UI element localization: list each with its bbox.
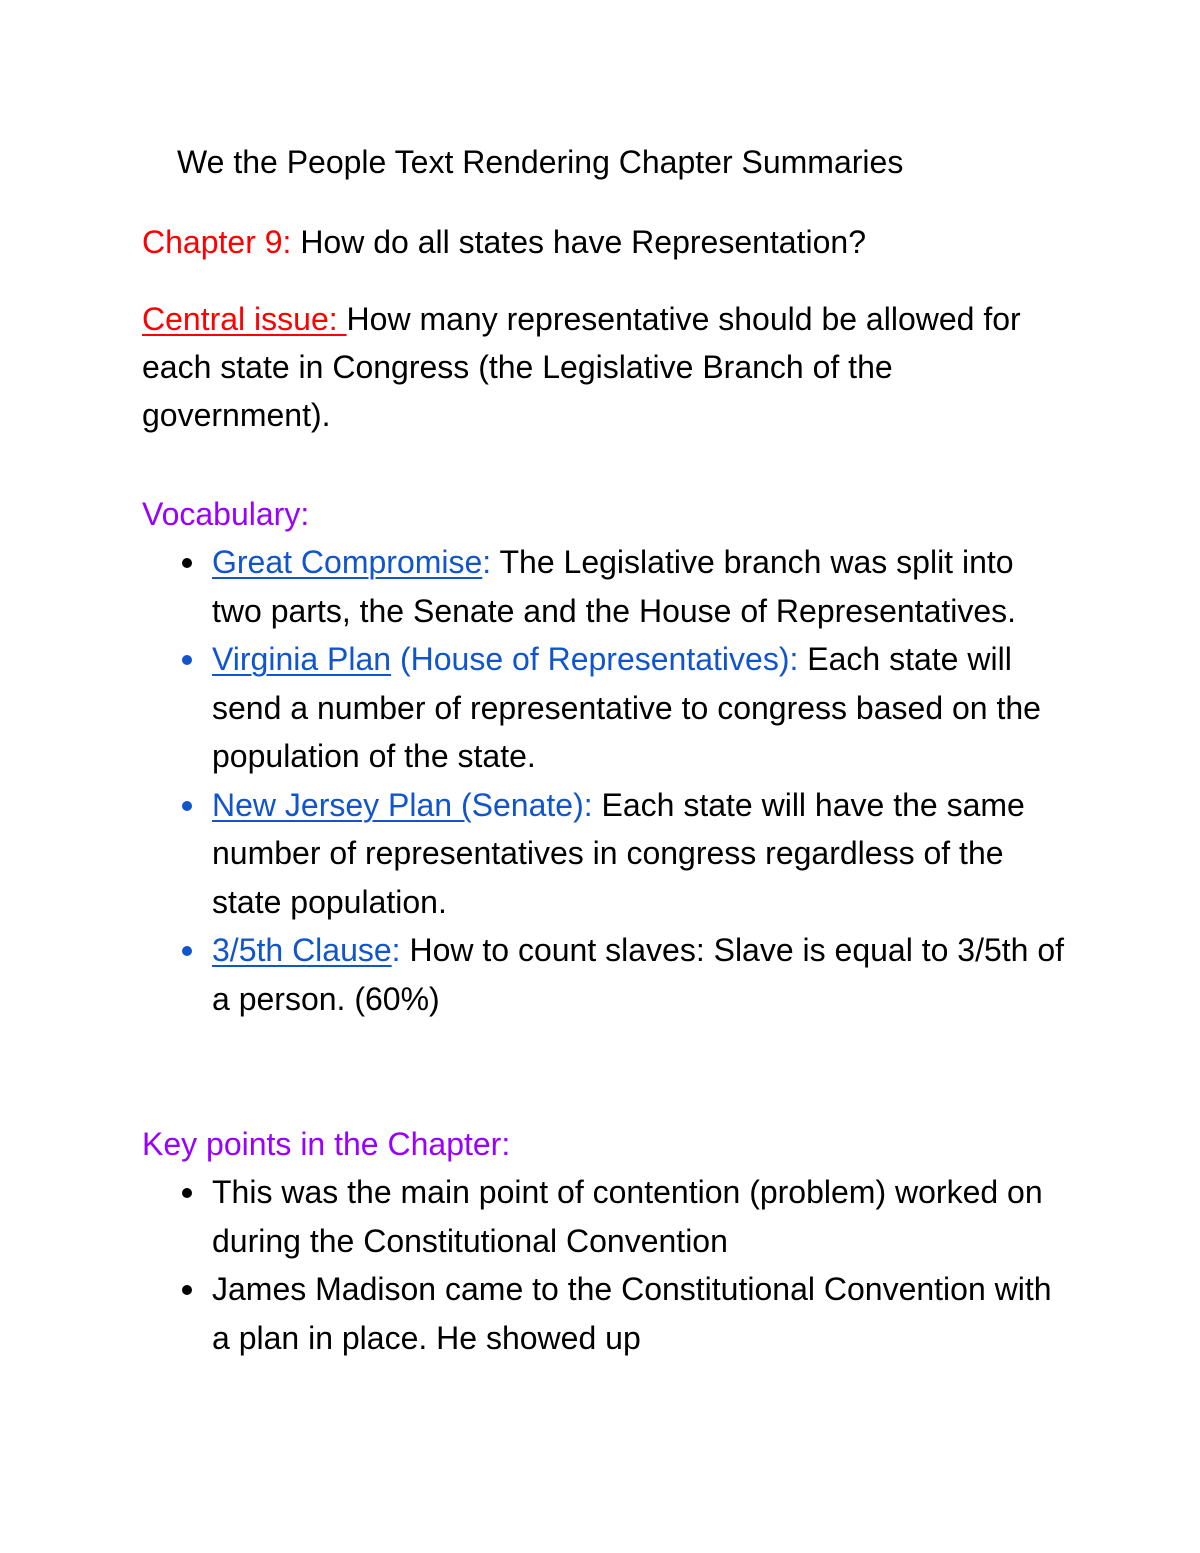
key-point-text: James Madison came to the Constitutional Convention with a plan in place. He showed up [212, 1271, 1052, 1356]
key-point-text: This was the main point of contention (problem) worked on during the Constitutional Convention [212, 1174, 1043, 1259]
vocabulary-item [142, 538, 1072, 635]
vocabulary-heading: Vocabulary: [142, 496, 310, 532]
page-title: We the People Text Rendering Chapter Summaries [177, 144, 904, 180]
vocabulary-definition: The Legislative branch was split into two parts, the Senate and the House of Representatives. [212, 544, 1017, 629]
vocabulary-definition: Each state will have the same number of representatives in congress regardless of the state population. [212, 786, 1025, 920]
vocabulary-term-link[interactable]: Virginia Plan [212, 641, 392, 677]
vocabulary-item [142, 635, 1072, 781]
key-points-heading: Key points in the Chapter: [142, 1126, 511, 1162]
vocabulary-definition: How to count slaves: Slave is equal to 3/5th of a person. (60%) [212, 932, 1065, 1017]
vocabulary-list [142, 538, 1072, 1023]
chapter-line [142, 218, 1072, 266]
chapter-question: How do all states have Representation? [291, 224, 866, 260]
vocabulary-colon: : [789, 641, 799, 677]
central-issue-label: Central issue: [142, 301, 347, 337]
vocabulary-term-link[interactable]: New Jersey Plan ( [212, 786, 472, 823]
vocabulary-item [142, 926, 1072, 1023]
bullet-icon [182, 1285, 192, 1295]
vocabulary-term-link[interactable]: Great Compromise [212, 544, 483, 580]
key-points-list [142, 1168, 1072, 1362]
vocabulary-definition: Each state will send a number of representative to congress based on the population of the state. [212, 641, 1041, 774]
bullet-icon [182, 558, 192, 568]
bullet-icon [182, 655, 192, 665]
vocabulary-colon: : [583, 786, 593, 823]
key-point-item [142, 1168, 1072, 1265]
vocabulary-colon: : [482, 544, 492, 580]
bullet-icon [182, 1188, 192, 1198]
chapter-label: Chapter 9: [142, 224, 292, 260]
vocabulary-qualifier: Senate) [471, 786, 584, 823]
vocabulary-item [142, 781, 1072, 927]
vocabulary-term-link[interactable]: 3/5th Clause [212, 932, 392, 968]
key-point-item [142, 1265, 1072, 1362]
bullet-icon [182, 801, 192, 811]
bullet-icon [182, 946, 192, 956]
vocabulary-colon: : [391, 932, 401, 968]
central-issue-paragraph [142, 295, 1072, 439]
central-issue-text: How many representative should be allowed for each state in Congress (the Legislative Branch of the government). [142, 301, 1021, 433]
vocabulary-qualifier: (House of Representatives) [391, 641, 790, 677]
